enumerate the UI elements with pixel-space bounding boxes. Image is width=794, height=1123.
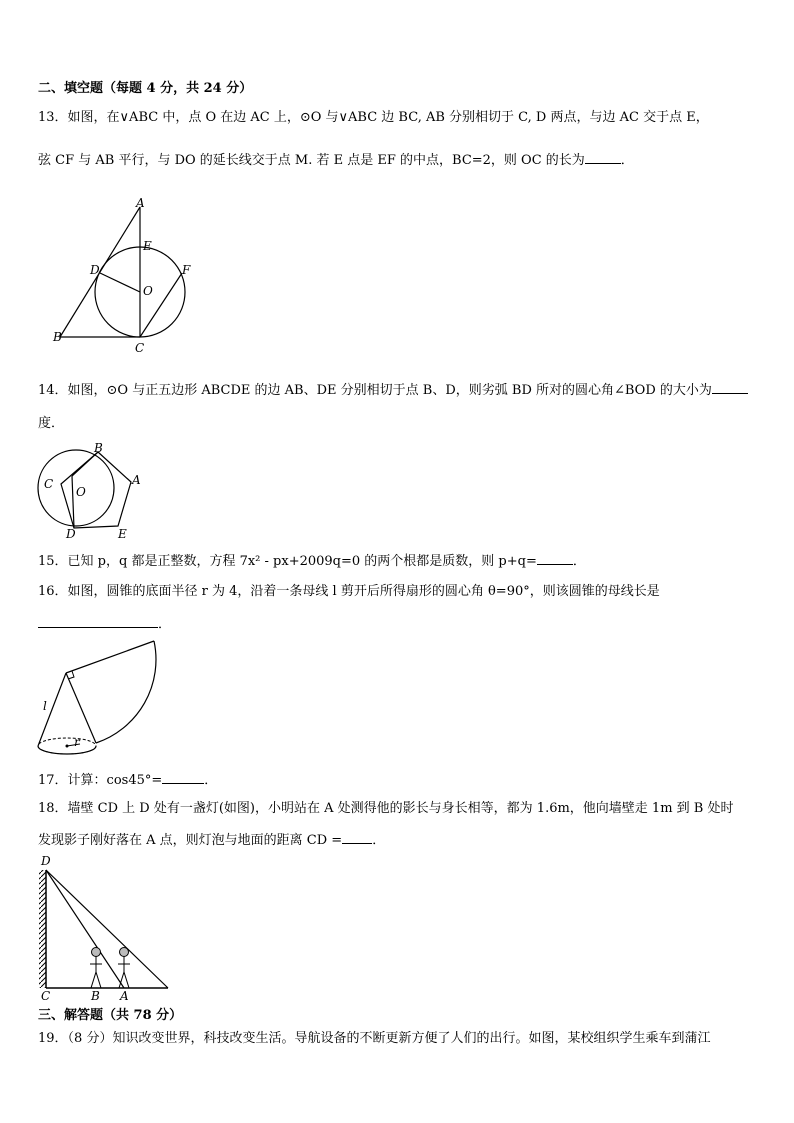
q14-figure — [36, 440, 146, 540]
section-2-heading: 二、填空题（每题 4 分，共 24 分） — [38, 81, 253, 96]
q18-answer-blank — [342, 831, 372, 844]
q18-line2-wrap — [38, 831, 385, 850]
q14-answer-blank — [712, 381, 748, 394]
section-3-heading: 三、解答题（共 78 分） — [38, 1008, 183, 1023]
q18-figure — [36, 852, 176, 1002]
q18-label-b: B — [91, 989, 100, 1003]
q18-label-c: C — [41, 989, 51, 1003]
q18-label-d: D — [41, 854, 51, 868]
q13-label-f: F — [182, 263, 191, 277]
q14-label-a: A — [132, 473, 141, 487]
q16-figure — [36, 638, 166, 763]
q18-line2: 发现影子刚好落在 A 点，则灯泡与地面的距离 CD = — [38, 833, 343, 848]
q16-line1: 16．如图，圆锥的底面半径 r 为 4，沿着一条母线 l 剪开后所得扇形的圆心角 θ=90°，则该圆锥的母线长是 — [38, 584, 660, 599]
q14-line2: 度． — [38, 416, 65, 431]
q15-text: 15．已知 p，q 都是正整数，方程 7x² - px+2009q=0 的两个根都是质数，则 p+q= — [38, 554, 537, 569]
q13-end: ． — [620, 153, 634, 168]
q16-label-r: r — [74, 735, 80, 749]
q18-label-a: A — [120, 989, 129, 1003]
q18-line1: 18．墙壁 CD 上 D 处有一盏灯(如图)，小明站在 A 处测得他的影长与身长相等，都为 1.6m，他向墙壁走 1m 到 B 处时 — [38, 801, 734, 816]
q13-answer-blank — [585, 151, 621, 164]
q17-wrap — [38, 771, 217, 790]
q13-label-c: C — [135, 341, 145, 355]
q14-label-c: C — [44, 477, 54, 491]
q14-label-o: O — [76, 485, 86, 499]
q18-end: ． — [372, 833, 386, 848]
q16-line2-wrap — [38, 615, 171, 634]
q14-line1: 14．如图，⊙O 与正五边形 ABCDE 的边 AB、DE 分别相切于点 B、D，则劣弧 BD 所对的圆心角∠BOD 的大小为 — [38, 383, 712, 398]
q13-line2-wrap — [38, 151, 634, 170]
q13-line1: 13．如图，在∨ABC 中，点 O 在边 AC 上，⊙O 与∨ABC 边 BC, AB 分别相切于 C, D 两点，与边 AC 交于点 E， — [38, 110, 709, 125]
q16-label-l: l — [43, 699, 47, 713]
q13-label-a: A — [136, 196, 145, 210]
q13-label-d: D — [90, 263, 100, 277]
q14-label-d: D — [66, 527, 76, 541]
q13-label-b: B — [53, 330, 62, 344]
q14-label-b: B — [94, 441, 103, 455]
q16-end: ． — [158, 617, 172, 632]
q14-label-e: E — [118, 527, 127, 541]
q19-text: 19．（8 分）知识改变世界，科技改变生活。导航设备的不断更新方便了人们的出行。如图，某校组织学生乘车到蒲江 — [38, 1031, 711, 1046]
q17-text: 17．计算：cos45°= — [38, 773, 163, 788]
q13-line2: 弦 CF 与 AB 平行，与 DO 的延长线交于点 M. 若 E 点是 EF 的中点，BC=2，则 OC 的长为 — [38, 153, 585, 168]
q15-end: ． — [572, 554, 586, 569]
q16-answer-blank — [38, 615, 158, 628]
q17-answer-blank — [162, 771, 204, 784]
q17-end: ． — [204, 773, 218, 788]
q15-answer-blank — [537, 552, 573, 565]
q14-line1-wrap — [38, 381, 748, 400]
q13-label-e: E — [143, 239, 152, 253]
q13-label-o: O — [143, 284, 153, 298]
q15-wrap — [38, 552, 586, 571]
q13-figure — [50, 195, 200, 355]
